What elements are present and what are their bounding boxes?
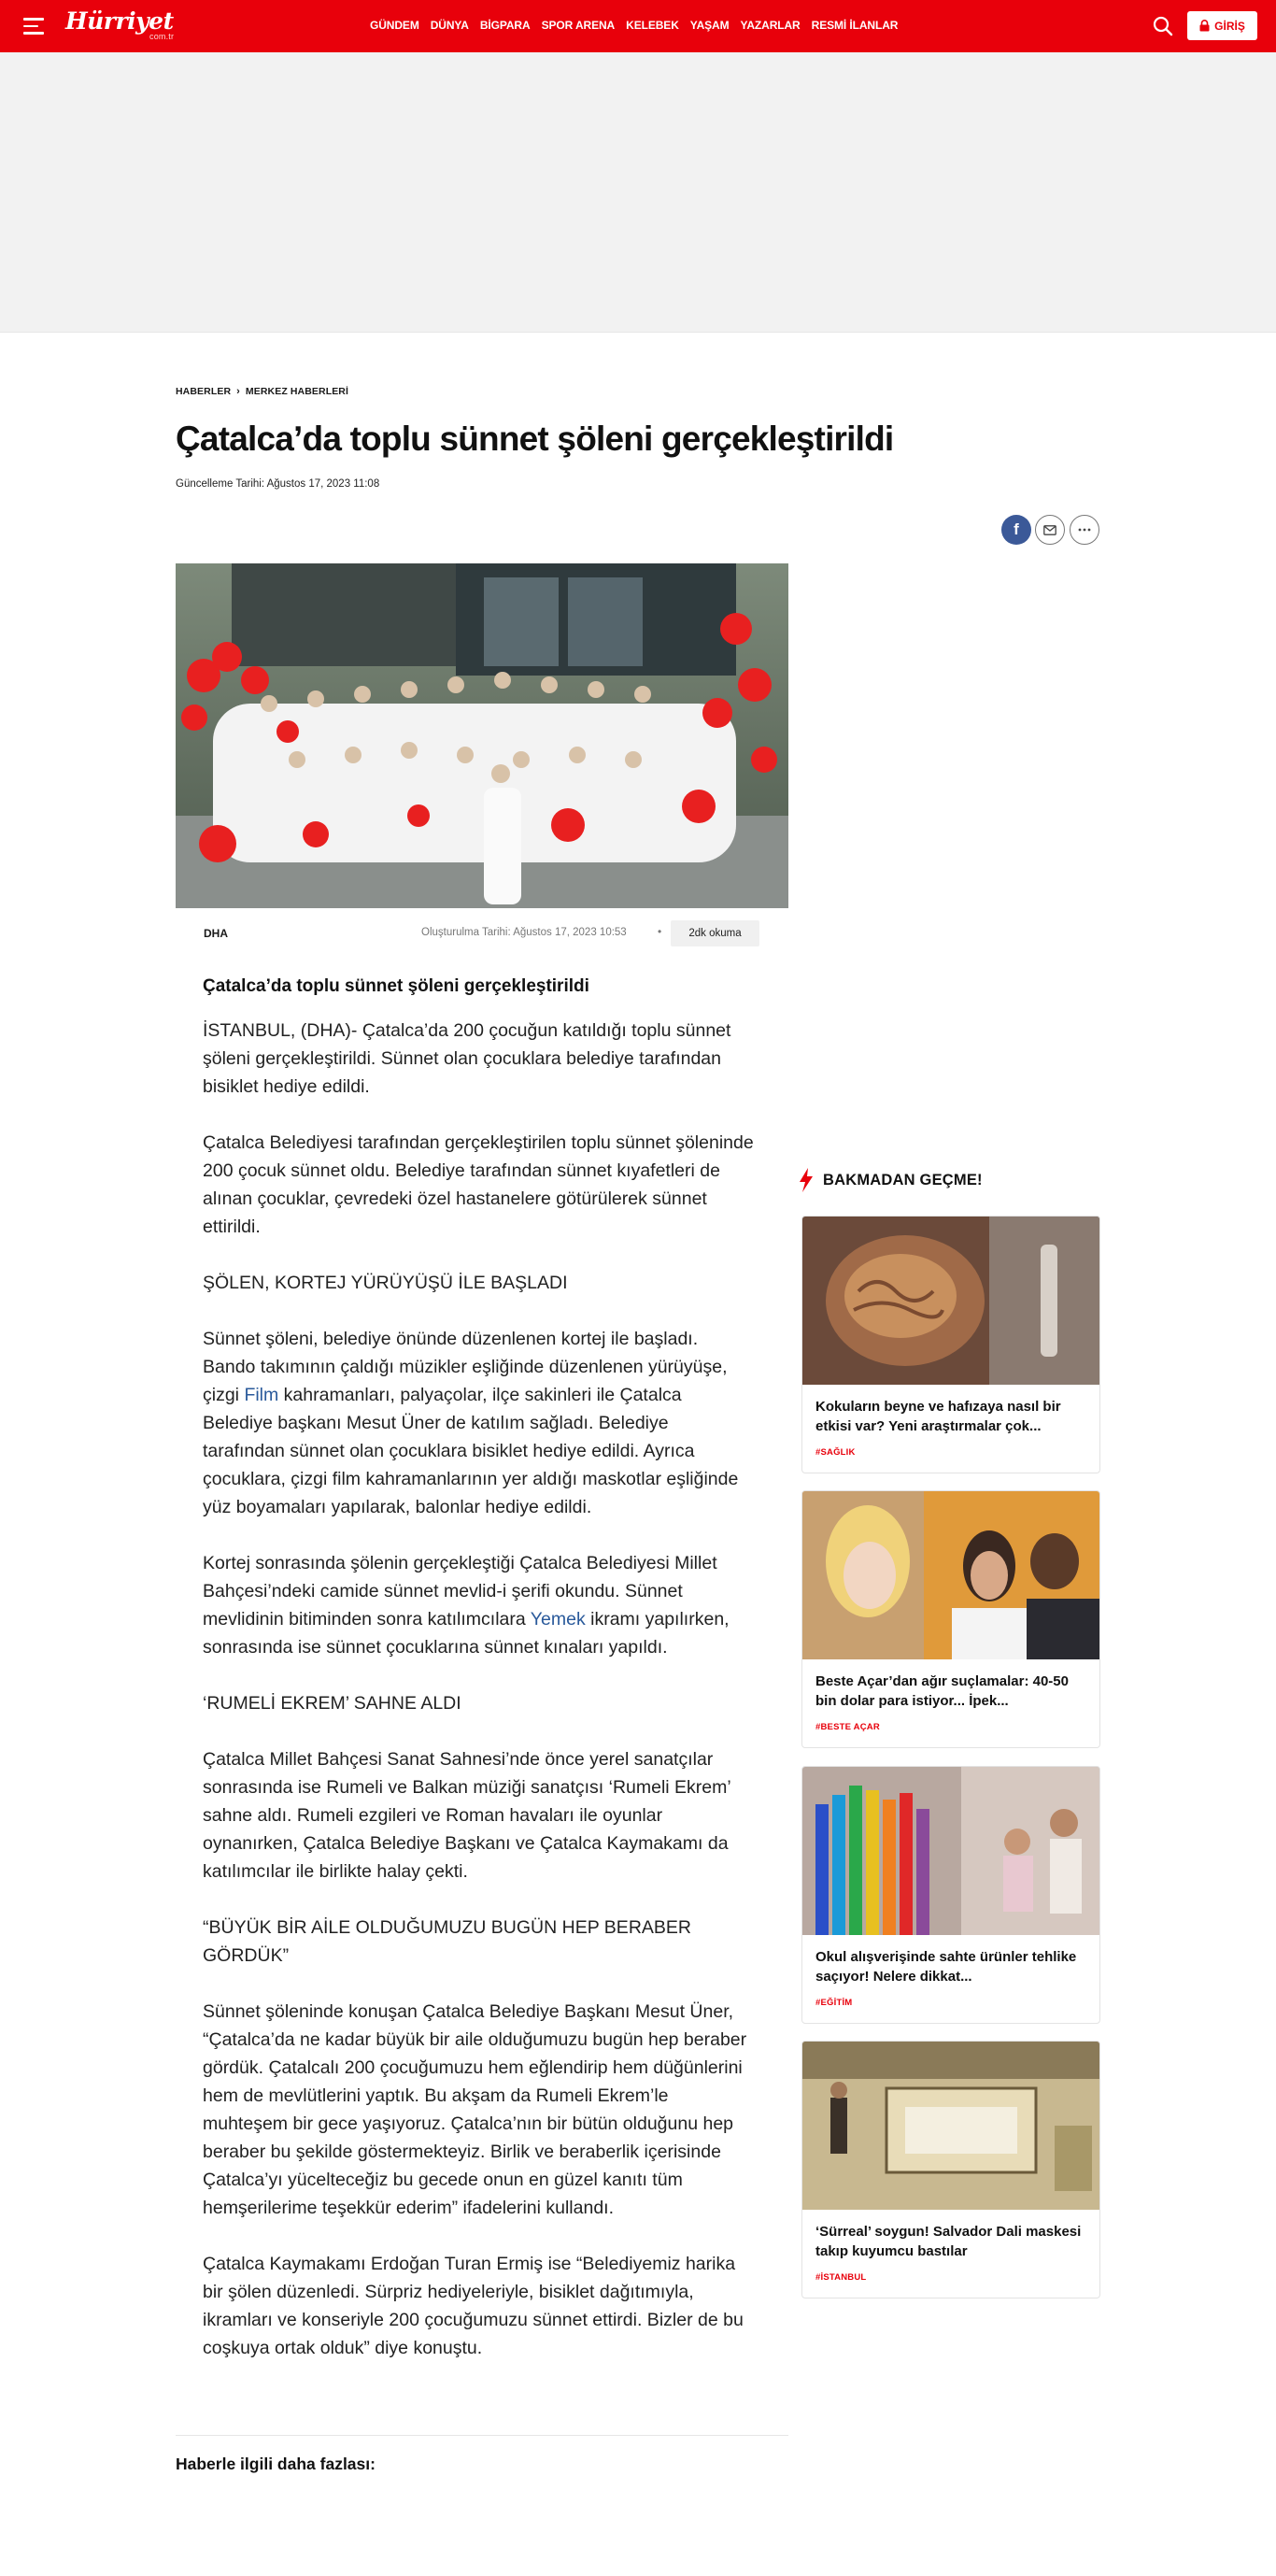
divider xyxy=(176,2435,788,2436)
news-source[interactable]: DHA xyxy=(204,927,228,940)
section-heading: ‘RUMELİ EKREM’ SAHNE ALDI xyxy=(203,1693,461,1714)
section-heading: “BÜYÜK BİR AİLE OLDUĞUMUZU BUGÜN HEP BERABER GÖRDÜK” xyxy=(203,1917,691,1966)
nav-item-dunya[interactable]: DÜNYA xyxy=(430,19,469,32)
nav-item-kelebek[interactable]: KELEBEK xyxy=(626,19,679,32)
paragraph: Sünnet şöleninde konuşan Çatalca Belediye Başkanı Mesut Üner, “Çatalca’da ne kadar büyük bir aile olduğumuzu bugün hep beraber gördük. Çatalcalı 200 çocuğumuzu hem eğlendirip hem düğünlerini hem de mevlütlerini yaptık. Bu akşam da Rumeli Ekrem’le muhteşem bir gece yaşıyoruz. Çatalca’nın bir bütün olduğunu hep beraber bu şekilde göstermekteyiz. Birlik ve beraberlik içerisinde Çatalca’yı yücelteceğiz bu gecede onun en güzel kanıtı tüm hemşerilerime teşekkür ederim” ifadelerini kullandı. xyxy=(203,2001,747,2218)
lock-icon xyxy=(1199,20,1210,32)
related-heading: Haberle ilgili daha fazlası: xyxy=(176,2455,376,2473)
card-tag[interactable]: #EĞİTİM xyxy=(815,1998,853,2008)
card-tag[interactable]: #SAĞLIK xyxy=(815,1447,856,1458)
sidebar-card[interactable] xyxy=(801,1490,1100,1748)
nav-item-resmi-ilanlar[interactable]: RESMİ İLANLAR xyxy=(811,19,899,32)
nav-item-yazarlar[interactable]: YAZARLAR xyxy=(740,19,801,32)
sidebar-card[interactable] xyxy=(801,2041,1100,2298)
card-title: Kokuların beyne ve hafızaya nasıl bir etkisi var? Yeni araştırmalar çok... xyxy=(815,1399,1061,1434)
article-body xyxy=(203,974,754,2390)
site-logo[interactable]: Hürriyet com.tr xyxy=(65,7,175,41)
card-image xyxy=(802,1217,1100,1385)
breadcrumb-merkez-haberleri[interactable]: MERKEZ HABERLERİ xyxy=(245,386,349,397)
login-button[interactable] xyxy=(1187,11,1257,40)
lightning-icon xyxy=(799,1168,814,1192)
paragraph: Kortej sonrasında şölenin gerçekleştiği Çatalca Belediyesi Millet Bahçesi’ndeki camide sünnet mevlid-i şerifi okundu. Sünnet mevlidinin bitiminden sonra katılımcılara Yemek ikramı yapılırken, sonrasında ise sünnet çocuklarına sünnet kınaları yapıldı. xyxy=(203,1553,730,1658)
section-heading: ŞÖLEN, KORTEJ YÜRÜYÜŞÜ İLE BAŞLADI xyxy=(203,1273,568,1293)
film-link[interactable]: Film xyxy=(244,1385,279,1405)
card-tag[interactable]: #BESTE AÇAR xyxy=(815,1722,880,1732)
created-date: Oluşturulma Tarihi: Ağustos 17, 2023 10:53 xyxy=(421,927,627,938)
breadcrumb-haberler[interactable]: HABERLER xyxy=(176,386,232,397)
card-image xyxy=(802,2042,1100,2210)
sidebar-card[interactable] xyxy=(801,1766,1100,2024)
sidebar-heading: BAKMADAN GEÇME! xyxy=(799,1168,983,1192)
nav-item-gundem[interactable]: GÜNDEM xyxy=(370,19,419,32)
main-nav xyxy=(370,19,909,32)
more-options-icon[interactable] xyxy=(1070,515,1099,545)
facebook-share-icon[interactable]: f xyxy=(1001,515,1031,545)
ad-banner-area xyxy=(0,52,1276,333)
sidebar-card[interactable] xyxy=(801,1216,1100,1473)
card-title: Beste Açar’dan ağır suçlamalar: 40-50 bin dolar para istiyor... İpek... xyxy=(815,1673,1069,1709)
top-header xyxy=(0,0,1276,52)
meta-separator: • xyxy=(658,925,662,938)
nav-item-spor-arena[interactable]: SPOR ARENA xyxy=(541,19,616,32)
chevron-right-icon: › xyxy=(236,386,240,397)
card-image xyxy=(802,1491,1100,1659)
mail-share-icon[interactable] xyxy=(1035,515,1065,545)
article-lead: Çatalca’da toplu sünnet şöleni gerçekleştirildi xyxy=(203,976,589,996)
paragraph: İSTANBUL, (DHA)- Çatalca’da 200 çocuğun katıldığı toplu sünnet şöleni gerçekleştirildi. Sünnet olan çocuklara belediye tarafından bisiklet hediye edildi. xyxy=(203,1020,731,1097)
card-title: Okul alışverişinde sahte ürünler tehlike saçıyor! Nelere dikkat... xyxy=(815,1949,1077,1985)
nav-item-bigpara[interactable]: BİGPARA xyxy=(479,19,531,32)
card-image xyxy=(802,1767,1100,1935)
yemek-link[interactable]: Yemek xyxy=(530,1609,586,1630)
read-time-badge: 2dk okuma xyxy=(671,920,759,946)
card-title: ‘Sürreal’ soygun! Salvador Dali maskesi takıp kuyumcu bastılar xyxy=(815,2224,1082,2259)
nav-item-yasam[interactable]: YAŞAM xyxy=(689,19,730,32)
article-hero-image xyxy=(176,563,788,908)
breadcrumb xyxy=(176,386,348,397)
paragraph: Çatalca Belediyesi tarafından gerçekleştirilen toplu sünnet şöleninde 200 çocuk sünnet oldu. Belediye tarafından sünnet kıyafetleri de alınan çocuklar, çevredeki özel hastanelere götürülerek sünnet ettirildi. xyxy=(203,1132,754,1237)
card-tag[interactable]: #İSTANBUL xyxy=(815,2272,867,2283)
article-meta xyxy=(176,920,788,946)
search-icon[interactable] xyxy=(1153,16,1173,36)
article-title: Çatalca’da toplu sünnet şöleni gerçekleştirildi xyxy=(176,420,894,458)
paragraph: Çatalca Millet Bahçesi Sanat Sahnesi’nde önce yerel sanatçılar sonrasında ise Rumeli ve Balkan müziği sanatçısı ‘Rumeli Ekrem’ sahne aldı. Rumeli ezgileri ve Roman havaları ile oyunlar oynanırken, Çatalca Belediye Başkanı ve Çatalca Kaymakamı da katılımcılar ile birlikte halay çekti. xyxy=(203,1749,730,1882)
menu-icon[interactable] xyxy=(23,18,44,35)
paragraph: Çatalca Kaymakamı Erdoğan Turan Ermiş ise “Belediyemiz harika bir şölen düzenledi. Sürpriz hediyeleriyle, bisiklet dağıtımıyla, ikramları ve konseriyle 200 çocuğumuzu sünnet ettirdi. Bizler de bu coşkuya ortak olduk” diye konuştu. xyxy=(203,2254,744,2358)
updated-date: Güncelleme Tarihi: Ağustos 17, 2023 11:08 xyxy=(176,478,380,490)
paragraph: Sünnet şöleni, belediye önünde düzenlenen kortej ile başladı. Bando takımının çaldığı müzikler eşliğinde düzenlenen yürüyüşe, çizgi Film kahramanları, palyaçolar, ilçe sakinleri ile Çatalca Belediye başkanı Mesut Üner de katılım sağladı. Belediye tarafından sünnet olan çocuklara bisiklet hediye edildi. Ayrıca çocuklara, çizgi film kahramanlarının yer aldığı maskotlar eşliğinde yüz boyamaları yapılarak, balonlar hediye edildi. xyxy=(203,1329,739,1517)
login-label: GİRİŞ xyxy=(1214,19,1245,33)
